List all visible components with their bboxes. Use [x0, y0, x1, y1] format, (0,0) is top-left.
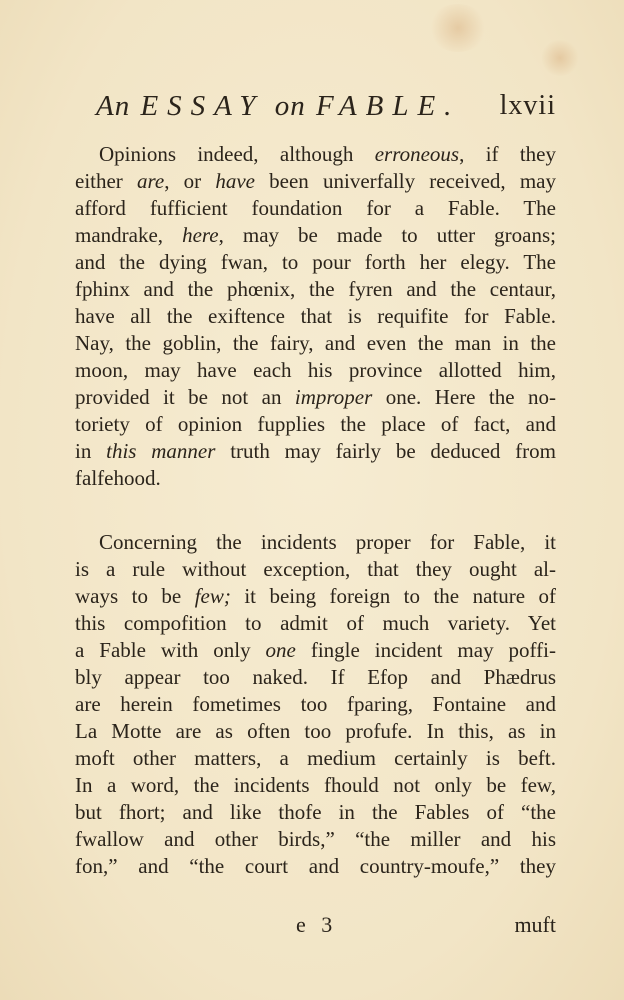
paper-stain	[540, 40, 580, 76]
text-line: toriety of opinion fupplies the place of fact, and	[75, 412, 556, 436]
text-line: mandrake, here, may be made to utter groans;	[75, 223, 557, 247]
text-line: have all the exiftence that is requifite for Fable.	[75, 304, 556, 328]
text-line: fon,” and “the court and country-moufe,” they	[75, 854, 556, 878]
text-line: In a word, the incidents fhould not only be few,	[75, 773, 556, 797]
body-text	[75, 141, 556, 880]
signature-mark: e 3	[296, 912, 338, 937]
text-line: Nay, the goblin, the fairy, and even the man in the	[75, 331, 556, 355]
page-header	[96, 90, 556, 130]
text-line: ways to be few; it being foreign to the nature of	[75, 584, 556, 608]
text-line: provided it be not an improper one. Here the no-	[75, 385, 556, 409]
text-line: Concerning the incidents proper for Fable, it	[99, 530, 556, 554]
paragraph-gap	[75, 492, 556, 529]
text-line: La Motte are as often too profufe. In this, as in	[75, 719, 556, 743]
paragraph-1	[75, 141, 556, 492]
text-line: is a rule without exception, that they ought al-	[75, 557, 556, 581]
page-footer	[75, 912, 556, 942]
text-line: afford fufficient foundation for a Fable. The	[75, 196, 556, 220]
text-line: but fhort; and like thofe in the Fables of “the	[75, 800, 556, 824]
text-line: fwallow and other birds,” “the miller and his	[75, 827, 556, 851]
text-line: in this manner truth may fairly be deduced from	[75, 439, 556, 463]
text-line: either are, or have been univerfally received, may	[75, 169, 556, 193]
text-line: this compofition to admit of much variety. Yet	[75, 611, 556, 635]
text-line: moft other matters, a medium certainly is beft.	[75, 746, 556, 770]
text-line: and the dying fwan, to pour forth her elegy. The	[75, 250, 556, 274]
paragraph-2	[75, 529, 556, 880]
page-number: lxvii	[499, 90, 556, 121]
text-line: are herein fometimes too fparing, Fontaine and	[75, 692, 556, 716]
text-line: fphinx and the phœnix, the fyren and the centaur,	[75, 277, 556, 301]
paper-stain	[428, 4, 488, 52]
text-line: moon, may have each his province allotted him,	[75, 358, 556, 382]
text-line: a Fable with only one fingle incident may poffi-	[75, 638, 556, 662]
text-line: falfehood.	[75, 466, 161, 490]
catchword: muft	[514, 912, 556, 937]
text-line: Opinions indeed, although erroneous, if they	[99, 142, 556, 166]
running-title: An ESSAY on FABLE.	[96, 90, 461, 122]
text-line: bly appear too naked. If Efop and Phædrus	[75, 665, 556, 689]
